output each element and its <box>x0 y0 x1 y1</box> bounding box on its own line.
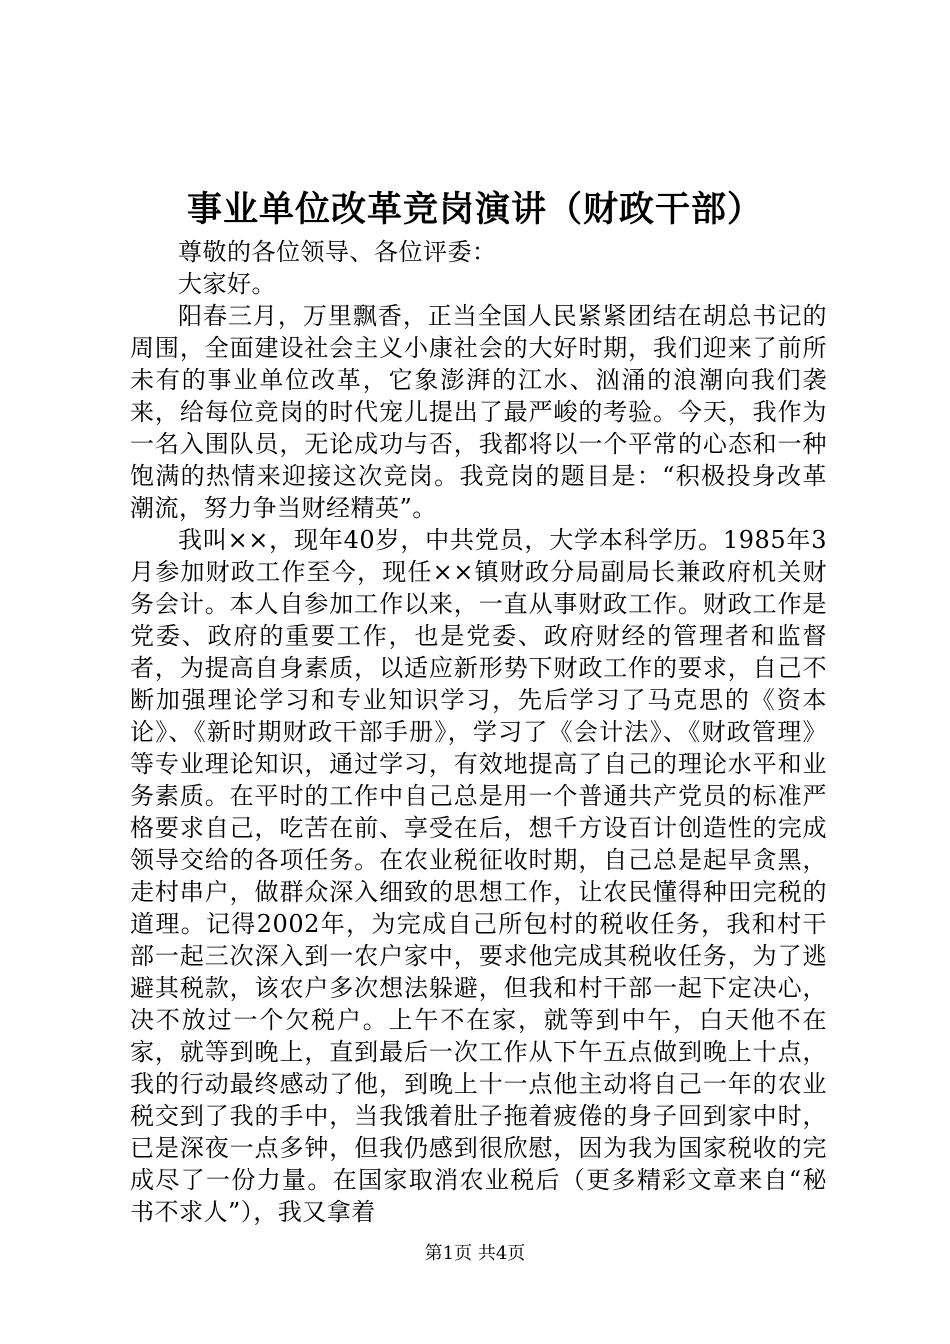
intro-paragraph: 阳春三月，万里飘香，正当全国人民紧紧团结在胡总书记的周围，全面建设社会主义小康社会的大好时期，我们迎来了前所未有的事业单位改革，它象澎湃的江水、汹涌的浪潮向我们袭来，给每位竞岗的时代宠儿提出了最严峻的考验。今天，我作为一名入围队员，无论成功与否，我都将以一个平常的心态和一种饱满的热情来迎接这次竞岗。我竞岗的题目是：“积极投身改革潮流，努力争当财经精英”。 <box>130 302 827 522</box>
salutation-paragraph: 尊敬的各位领导、各位评委： <box>178 238 497 266</box>
greeting-paragraph: 大家好。 <box>178 270 276 298</box>
page-number-footer: 第1页 共4页 <box>424 1243 526 1264</box>
self-introduction-paragraph: 我叫××，现年40岁，中共党员，大学本科学历。1985年3月参加财政工作至今，现任××镇财政分局副局长兼政府机关财务会计。本人自参加工作以来，一直从事财政工作。财政工作是党委、政府的重要工作，也是党委、政府财经的管理者和监督者，为提高自身素质，以适应新形势下财政工作的要求，自己不断加强理论学习和专业知识学习，先后学习了马克思的《资本论》、《新时期财政干部手册》，学习了《会计法》、《财政管理》等专业理论知识，通过学习，有效地提高了自己的理论水平和业务素质。在平时的工作中自己总是用一个普通共产党员的标准严格要求自己，吃苦在前、享受在后，想千方设百计创造性的完成领导交给的各项任务。在农业税征收时期，自己总是起早贪黑，走村串户，做群众深入细致的思想工作，让农民懂得种田完税的道理。记得2002年，为完成自己所包村的税收任务，我和村干部一起三次深入到一农户家中，要求他完成其税收任务，为了逃避其税款，该农户多次想法躲避，但我和村干部一起下定决心，决不放过一个欠税户。上午不在家，就等到中午，白天他不在家，就等到晚上，直到最后一次工作从下午五点做到晚上十点，我的行动最终感动了他，到晚上十一点他主动将自己一年的农业税交到了我的手中，当我饿着肚子拖着疲倦的身子回到家中时，已是深夜一点多钟，但我仍感到很欣慰，因为我为国家税收的完成尽了一份力量。在国家取消农业税后（更多精彩文章来自“秘书不求人”），我又拿着 <box>130 526 827 1226</box>
document-title: 事业单位改革竞岗演讲（财政干部） <box>186 189 763 230</box>
document-body <box>130 236 827 1228</box>
